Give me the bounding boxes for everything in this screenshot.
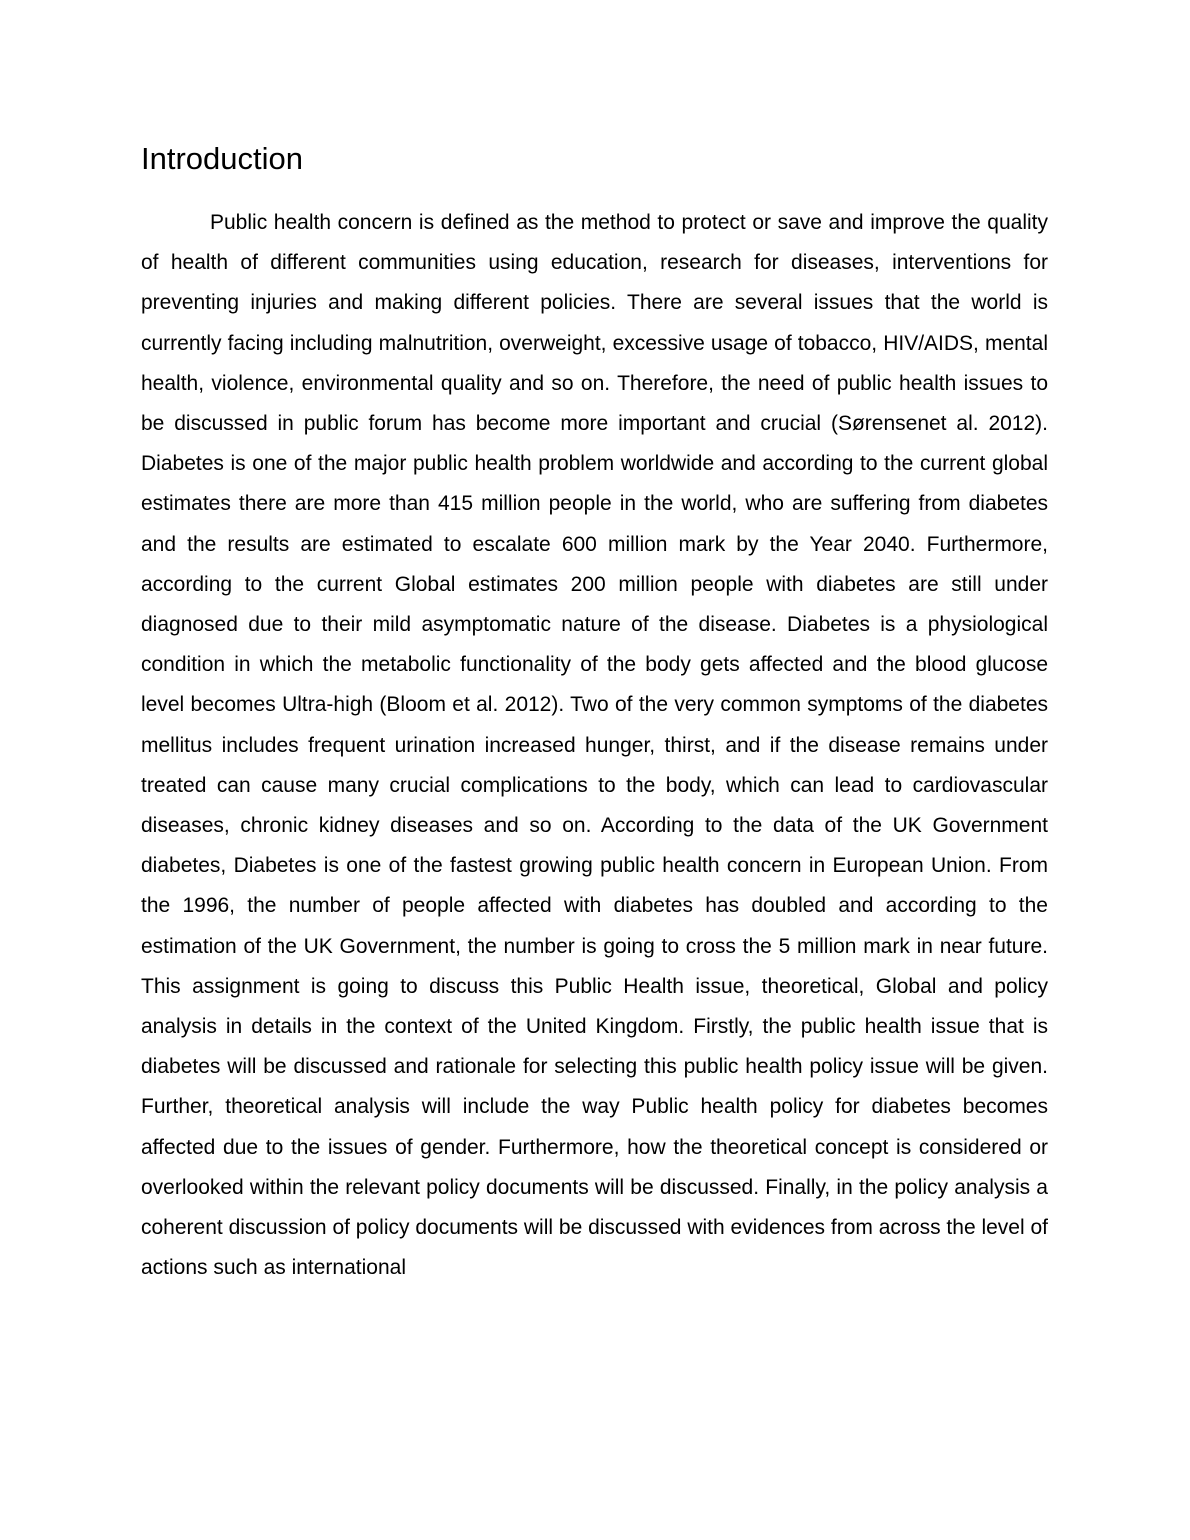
section-heading: Introduction [141,141,303,176]
body-paragraph: Public health concern is defined as the method to protect or save and improve the quality of health of different communities using education, research for diseases, interventions for preventing injuries and making different policies. There are several issues that the world is currently facing including malnutrition, overweight, excessive usage of tobacco, HIV/AIDS, mental health, violence, environmental quality and so on. Therefore, the need of public health issues to be discussed in public forum has become more important and crucial (Sørensenet al. 2012). Diabetes is one of the major public health problem worldwide and according to the current global estimates there are more than 415 million people in the world, who are suffering from diabetes and the results are estimated to escalate 600 million mark by the Year 2040. Furthermore, according to the current Global estimates 200 million people with diabetes are still under diagnosed due to their mild asymptomatic nature of the disease. Diabetes is a physiological condition in which the metabolic functionality of the body gets affected and the blood glucose level becomes Ultra-high (Bloom et al. 2012). Two of the very common symptoms of the diabetes mellitus includes frequent urination increased hunger, thirst, and if the disease remains under treated can cause many crucial complications to the body, which can lead to cardiovascular diseases, chronic kidney diseases and so on. According to the data of the UK Government diabetes, Diabetes is one of the fastest growing public health concern in European Union. From the 1996, the number of people affected with diabetes has doubled and according to the estimation of the UK Government, the number is going to cross the 5 million mark in near future. This assignment is going to discuss this Public Health issue, theoretical, Global and policy analysis in details in the context of the United Kingdom. Firstly, the public health issue that is diabetes will be discussed and rationale for selecting this public health policy issue will be given. Further, theoretical analysis will include the way Public health policy for diabetes becomes affected due to the issues of gender. Furthermore, how the theoretical concept is considered or overlooked within the relevant policy documents will be discussed. Finally, in the policy analysis a coherent discussion of policy documents will be discussed with evidences from across the level of actions such as international [141,211,1048,1280]
